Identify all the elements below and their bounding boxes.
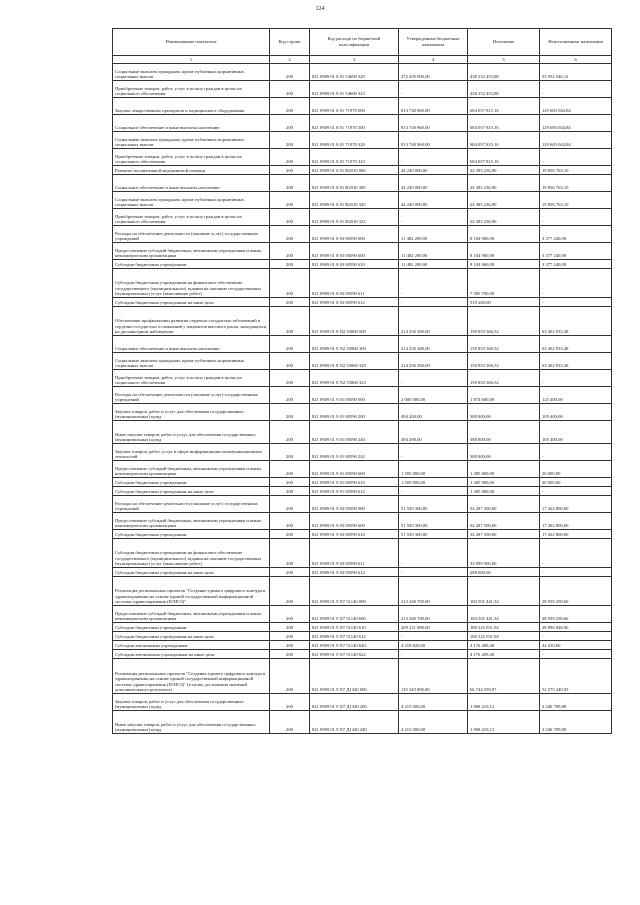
line-code-cell: 200: [270, 694, 310, 711]
budget-code-cell: 821 0909 01 8 03 00590 000: [310, 226, 399, 243]
indicator-name-cell: Иные закупки товаров, работ и услуг для обеспечения государственных (муниципальных) нужд: [113, 711, 270, 734]
column-number: 4: [399, 56, 468, 64]
executed-amount-cell: 8 104 960,00: [468, 243, 540, 260]
unexecuted-amount-cell: 42 410,60: [540, 641, 612, 650]
budget-code-cell: 821 0909 01 9 01 00590 612: [310, 487, 399, 496]
indicator-name-cell: Предоставление субсидий бюджетным, автономным учреждениям и иным некоммерческим организациям: [113, 606, 270, 623]
header-line-code: Код строки: [270, 29, 310, 56]
line-code-cell: 200: [270, 307, 310, 336]
approved-amount-cell: 4 215 000,00: [399, 711, 468, 734]
executed-amount-cell: 24 383 236,90: [468, 166, 540, 175]
approved-amount-cell: 214 256 300,00: [399, 307, 468, 336]
approved-amount-cell: -: [399, 539, 468, 568]
budget-code-cell: 821 0909 01 9 N7 Д1340 000: [310, 659, 399, 694]
line-code-cell: 200: [270, 370, 310, 387]
indicator-name-cell: Субсидии бюджетным учреждениям: [113, 623, 270, 632]
table-row: [113, 166, 612, 175]
column-number-row: [113, 56, 612, 64]
approved-amount-cell: 51 550 300,00: [399, 513, 468, 530]
budget-code-cell: 821 0909 01 9 01 00590 240: [310, 421, 399, 444]
indicator-name-cell: Реализация региональных проектов "Создание единого цифрового контура в здравоохранении на основе единой государственной информационной системы здравоохранения (ЕГИСЗ)": [113, 577, 270, 606]
indicator-name-cell: Субсидии бюджетным учреждениям на иные цели: [113, 298, 270, 307]
executed-amount-cell: 24 383 236,90: [468, 192, 540, 209]
executed-amount-cell: 34 287 500,00: [468, 513, 540, 530]
unexecuted-amount-cell: 129 683 044,84: [540, 115, 612, 132]
executed-amount-cell: 24 383 236,90: [468, 209, 540, 226]
budget-code-cell: 821 0909 01 8 N2 55860 000: [310, 307, 399, 336]
unexecuted-amount-cell: -: [540, 568, 612, 577]
table-row: [113, 632, 612, 641]
unexecuted-amount-cell: 17 262 800,00: [540, 513, 612, 530]
indicator-name-cell: Расходы на обеспечение деятельности (оказание услуг) государственных учреждений: [113, 226, 270, 243]
table-row: [113, 496, 612, 513]
unexecuted-amount-cell: 63 402 933,48: [540, 353, 612, 370]
line-code-cell: 200: [270, 461, 310, 478]
budget-code-cell: 821 0909 01 8 01 54600 320: [310, 64, 399, 81]
unexecuted-amount-cell: 20 000,00: [540, 478, 612, 487]
budget-code-cell: 821 0909 01 9 01 00590 000: [310, 387, 399, 404]
unexecuted-amount-cell: 63 402 933,48: [540, 307, 612, 336]
unexecuted-amount-cell: 19 856 763,10: [540, 192, 612, 209]
line-code-cell: 200: [270, 81, 310, 98]
approved-amount-cell: 813 740 860,00: [399, 115, 468, 132]
executed-amount-cell: 684 057 815,16: [468, 149, 540, 166]
unexecuted-amount-cell: -: [540, 539, 612, 568]
table-row: [113, 336, 612, 353]
budget-code-cell: 821 0909 01 9 N7 51140 610: [310, 623, 399, 632]
line-code-cell: 200: [270, 209, 310, 226]
approved-amount-cell: 214 256 300,00: [399, 336, 468, 353]
approved-amount-cell: -: [399, 444, 468, 461]
table-row: [113, 530, 612, 539]
indicator-name-cell: Предоставление субсидий бюджетным, автономным учреждениям и иным некоммерческим организациям: [113, 461, 270, 478]
unexecuted-amount-cell: 2 246 789,88: [540, 694, 612, 711]
unexecuted-amount-cell: -: [540, 632, 612, 641]
unexecuted-amount-cell: 105 400,00: [540, 421, 612, 444]
approved-amount-cell: 51 550 300,00: [399, 530, 468, 539]
line-code-cell: 200: [270, 606, 310, 623]
approved-amount-cell: 494 200,00: [399, 421, 468, 444]
budget-code-cell: 821 0909 01 8 01 71970 300: [310, 115, 399, 132]
unexecuted-amount-cell: -: [540, 81, 612, 98]
indicator-name-cell: Субсидии бюджетным учреждениям на иные цели: [113, 487, 270, 496]
unexecuted-amount-cell: 3 377 240,00: [540, 260, 612, 269]
executed-amount-cell: 1 968 210,12: [468, 711, 540, 734]
executed-amount-cell: 388 800,00: [468, 444, 540, 461]
indicator-name-cell: Реализация региональных проектов "Создание единого цифрового контура в здравоохранении на основе единой государственной информационной системы здравоохранения (ЕГИСЗ)" (в целях достижения значений дополнительного результата): [113, 659, 270, 694]
indicator-name-cell: Предоставление субсидий бюджетным, автономным учреждениям и иным некоммерческим организациям: [113, 243, 270, 260]
indicator-name-cell: Социальное обеспечение и иные выплаты населению: [113, 336, 270, 353]
indicator-name-cell: Субсидии бюджетным учреждениям: [113, 478, 270, 487]
unexecuted-amount-cell: -: [540, 444, 612, 461]
budget-code-cell: 821 0909 01 8 N2 55860 300: [310, 336, 399, 353]
approved-amount-cell: 11 482 200,00: [399, 226, 468, 243]
indicator-name-cell: Расходы на обеспечение деятельности (оказание услуг) государственных учреждений: [113, 387, 270, 404]
approved-amount-cell: 51 550 300,00: [399, 496, 468, 513]
line-code-cell: 200: [270, 192, 310, 209]
approved-amount-cell: 213 440 700,00: [399, 606, 468, 623]
header-executed: Исполнено: [468, 29, 540, 56]
line-code-cell: 200: [270, 650, 310, 659]
line-code-cell: 200: [270, 478, 310, 487]
budget-code-cell: 821 0909 01 9 01 00590 600: [310, 461, 399, 478]
table-row: [113, 623, 612, 632]
budget-code-cell: 821 0909 01 9 N7 51140 612: [310, 632, 399, 641]
indicator-name-cell: Приобретение товаров, работ, услуг в пользу граждан в целях их социального обеспечения: [113, 81, 270, 98]
approved-amount-cell: 472 205 000,00: [399, 64, 468, 81]
table-row: [113, 404, 612, 421]
indicator-name-cell: Социальное обеспечение и иные выплаты населению: [113, 115, 270, 132]
approved-amount-cell: -: [399, 632, 468, 641]
table-row: [113, 487, 612, 496]
budget-code-cell: 821 0909 01 8 01 R2010 000: [310, 166, 399, 175]
indicator-name-cell: Закупка товаров, работ, услуг в сфере информационно-коммуникационных технологий: [113, 444, 270, 461]
column-number: 2: [270, 56, 310, 64]
indicator-name-cell: Субсидии автономным учреждениям на иные цели: [113, 650, 270, 659]
executed-amount-cell: 184 501 441,34: [468, 577, 540, 606]
header-unexecuted: Неисполненные назначения: [540, 29, 612, 56]
table-row: [113, 694, 612, 711]
line-code-cell: 200: [270, 444, 310, 461]
line-code-cell: 200: [270, 387, 310, 404]
unexecuted-amount-cell: 105 400,00: [540, 404, 612, 421]
unexecuted-amount-cell: 52 575 440,03: [540, 659, 612, 694]
executed-amount-cell: 7 585 700,00: [468, 269, 540, 298]
line-code-cell: 200: [270, 568, 310, 577]
approved-amount-cell: 1 505 800,00: [399, 478, 468, 487]
executed-amount-cell: 150 853 366,52: [468, 307, 540, 336]
executed-amount-cell: 4 176 409,40: [468, 641, 540, 650]
budget-code-cell: 821 0909 01 8 N2 55860 320: [310, 353, 399, 370]
budget-code-cell: 821 0909 01 9 N7 Д1340 200: [310, 694, 399, 711]
executed-amount-cell: 1 485 800,00: [468, 478, 540, 487]
budget-code-cell: 821 0909 01 8 01 R2010 323: [310, 209, 399, 226]
table-row: [113, 421, 612, 444]
table-row: [113, 115, 612, 132]
executed-amount-cell: 1 485 800,00: [468, 461, 540, 478]
line-code-cell: 200: [270, 641, 310, 650]
indicator-name-cell: Иные закупки товаров, работ и услуг для обеспечения государственных (муниципальных) нужд: [113, 421, 270, 444]
indicator-name-cell: Обеспечение профилактики развития сердечно-сосудистых заболеваний и сердечно-сосудистых осложнений у пациентов высокого риска, находящихся на диспансерном наблюдении: [113, 307, 270, 336]
unexecuted-amount-cell: 3 377 240,00: [540, 243, 612, 260]
column-number: 3: [310, 56, 399, 64]
executed-amount-cell: 184 501 441,34: [468, 606, 540, 623]
executed-amount-cell: 34 287 500,00: [468, 496, 540, 513]
table-row: [113, 606, 612, 623]
approved-amount-cell: -: [399, 370, 468, 387]
unexecuted-amount-cell: 20 000,00: [540, 461, 612, 478]
indicator-name-cell: Субсидии бюджетным учреждениям на финансовое обеспечение государственного (муниципального) задания на оказание государственных (муниципальных) услуг (выполнение работ): [113, 539, 270, 568]
unexecuted-amount-cell: 2 246 789,88: [540, 711, 612, 734]
indicator-name-cell: Закупка лекарственных препаратов и медицинского оборудования: [113, 98, 270, 115]
executed-amount-cell: 684 057 815,16: [468, 98, 540, 115]
table-row: [113, 260, 612, 269]
approved-amount-cell: -: [399, 487, 468, 496]
approved-amount-cell: 209 221 880,00: [399, 623, 468, 632]
unexecuted-amount-cell: -: [540, 269, 612, 298]
budget-code-cell: 821 0909 01 9 03 00590 610: [310, 530, 399, 539]
budget-code-cell: 821 0909 01 9 01 00590 242: [310, 444, 399, 461]
line-code-cell: 200: [270, 623, 310, 632]
line-code-cell: 200: [270, 269, 310, 298]
table-row: [113, 650, 612, 659]
table-row: [113, 568, 612, 577]
approved-amount-cell: -: [399, 269, 468, 298]
approved-amount-cell: 44 240 000,00: [399, 166, 468, 175]
table-row: [113, 539, 612, 568]
executed-amount-cell: 66 744 559,97: [468, 659, 540, 694]
table-row: [113, 307, 612, 336]
line-code-cell: 200: [270, 711, 310, 734]
approved-amount-cell: 494 200,00: [399, 404, 468, 421]
executed-amount-cell: 438 252 453,88: [468, 81, 540, 98]
indicator-name-cell: Социальные выплаты гражданам, кроме публичных нормативных социальных выплат: [113, 132, 270, 149]
line-code-cell: 200: [270, 632, 310, 641]
unexecuted-amount-cell: 125 400,00: [540, 387, 612, 404]
table-row: [113, 370, 612, 387]
line-code-cell: 200: [270, 513, 310, 530]
approved-amount-cell: 813 740 860,00: [399, 98, 468, 115]
table-row: [113, 353, 612, 370]
unexecuted-amount-cell: -: [540, 209, 612, 226]
budget-code-cell: 821 0909 01 8 03 00590 612: [310, 298, 399, 307]
executed-amount-cell: 684 057 815,16: [468, 115, 540, 132]
table-row: [113, 226, 612, 243]
line-code-cell: 200: [270, 226, 310, 243]
budget-code-cell: 821 0909 01 9 03 00590 612: [310, 568, 399, 577]
table-row: [113, 243, 612, 260]
executed-amount-cell: 8 104 960,00: [468, 226, 540, 243]
indicator-name-cell: Субсидии бюджетным учреждениям: [113, 530, 270, 539]
line-code-cell: 200: [270, 496, 310, 513]
approved-amount-cell: 11 482 200,00: [399, 260, 468, 269]
line-code-cell: 200: [270, 175, 310, 192]
indicator-name-cell: Социальные выплаты гражданам, кроме публичных нормативных социальных выплат: [113, 192, 270, 209]
line-code-cell: 200: [270, 421, 310, 444]
unexecuted-amount-cell: 17 262 800,00: [540, 496, 612, 513]
executed-amount-cell: 4 176 409,40: [468, 650, 540, 659]
budget-code-cell: 821 0909 01 8 01 54600 323: [310, 81, 399, 98]
budget-code-cell: 821 0909 01 9 N7 51140 622: [310, 650, 399, 659]
column-number: 5: [468, 56, 540, 64]
budget-code-cell: 821 0909 01 8 03 00590 600: [310, 243, 399, 260]
unexecuted-amount-cell: 28 939 258,66: [540, 577, 612, 606]
line-code-cell: 200: [270, 487, 310, 496]
indicator-name-cell: Социальные выплаты гражданам, кроме публичных нормативных социальных выплат: [113, 64, 270, 81]
table-row: [113, 149, 612, 166]
executed-amount-cell: 33 999 500,00: [468, 539, 540, 568]
line-code-cell: 200: [270, 530, 310, 539]
executed-amount-cell: 288 000,00: [468, 568, 540, 577]
unexecuted-amount-cell: 28 896 848,06: [540, 623, 612, 632]
executed-amount-cell: 150 853 366,52: [468, 353, 540, 370]
unexecuted-amount-cell: 19 856 763,10: [540, 175, 612, 192]
table-row: [113, 175, 612, 192]
unexecuted-amount-cell: 33 952 546,12: [540, 64, 612, 81]
indicator-name-cell: Расходы на обеспечение деятельности (оказание услуг) государственных учреждений: [113, 496, 270, 513]
budget-code-cell: 821 0909 01 8 03 00590 611: [310, 269, 399, 298]
indicator-name-cell: Предоставление субсидий бюджетным, автономным учреждениям и иным некоммерческим организациям: [113, 513, 270, 530]
line-code-cell: 200: [270, 166, 310, 175]
indicator-name-cell: Закупка товаров, работ и услуг для обеспечения государственных (муниципальных) нужд: [113, 694, 270, 711]
executed-amount-cell: 180 325 031,94: [468, 623, 540, 632]
executed-amount-cell: 1 485 800,00: [468, 487, 540, 496]
approved-amount-cell: 1 505 800,00: [399, 461, 468, 478]
budget-code-cell: 821 0909 01 8 01 R2010 300: [310, 175, 399, 192]
approved-amount-cell: 11 482 200,00: [399, 243, 468, 260]
column-number: 1: [113, 56, 270, 64]
table-row: [113, 64, 612, 81]
approved-amount-cell: 44 240 000,00: [399, 192, 468, 209]
executed-amount-cell: 388 800,00: [468, 404, 540, 421]
header-indicator-name: Наименование показателя: [113, 29, 270, 56]
budget-code-cell: 821 0909 01 9 03 00590 611: [310, 539, 399, 568]
table-row: [113, 513, 612, 530]
indicator-name-cell: Приобретение товаров, работ, услуг в пользу граждан в целях их социального обеспечения: [113, 370, 270, 387]
budget-code-cell: 821 0909 01 9 N7 51140 000: [310, 577, 399, 606]
executed-amount-cell: 519 260,00: [468, 298, 540, 307]
executed-amount-cell: 150 853 366,52: [468, 336, 540, 353]
approved-amount-cell: 44 240 000,00: [399, 175, 468, 192]
table-row: [113, 132, 612, 149]
line-code-cell: 200: [270, 404, 310, 421]
line-code-cell: 200: [270, 98, 310, 115]
table-row: [113, 81, 612, 98]
indicator-name-cell: Социальное обеспечение и иные выплаты населению: [113, 175, 270, 192]
table-row: [113, 387, 612, 404]
indicator-name-cell: Субсидии бюджетным учреждениям на иные цели: [113, 632, 270, 641]
budget-code-cell: 821 0909 01 8 01 71970 320: [310, 132, 399, 149]
approved-amount-cell: 214 256 300,00: [399, 353, 468, 370]
approved-amount-cell: 4 215 000,00: [399, 694, 468, 711]
budget-code-cell: 821 0909 01 8 01 R2010 320: [310, 192, 399, 209]
budget-code-cell: 821 0909 01 8 01 71970 000: [310, 98, 399, 115]
indicator-name-cell: Субсидии бюджетным учреждениям на иные цели: [113, 568, 270, 577]
line-code-cell: 200: [270, 64, 310, 81]
line-code-cell: 200: [270, 336, 310, 353]
table-row: [113, 711, 612, 734]
table-row: [113, 269, 612, 298]
indicator-name-cell: Субсидии автономным учреждениям: [113, 641, 270, 650]
table-row: [113, 641, 612, 650]
budget-execution-table: [112, 28, 612, 734]
executed-amount-cell: 438 252 453,88: [468, 64, 540, 81]
indicator-name-cell: Приобретение товаров, работ, услуг в пользу граждан в целях их социального обеспечения: [113, 149, 270, 166]
executed-amount-cell: 150 853 366,52: [468, 370, 540, 387]
line-code-cell: 200: [270, 115, 310, 132]
unexecuted-amount-cell: -: [540, 650, 612, 659]
line-code-cell: 200: [270, 353, 310, 370]
unexecuted-amount-cell: -: [540, 487, 612, 496]
executed-amount-cell: 684 057 815,16: [468, 132, 540, 149]
line-code-cell: 200: [270, 298, 310, 307]
table-row: [113, 298, 612, 307]
header-row: [113, 29, 612, 56]
line-code-cell: 200: [270, 659, 310, 694]
line-code-cell: 200: [270, 260, 310, 269]
header-approved: Утвержденные бюджетные назначения: [399, 29, 468, 56]
budget-code-cell: 821 0909 01 8 01 71970 323: [310, 149, 399, 166]
approved-amount-cell: 813 740 860,00: [399, 132, 468, 149]
unexecuted-amount-cell: 17 262 800,00: [540, 530, 612, 539]
executed-amount-cell: 24 383 236,90: [468, 175, 540, 192]
approved-amount-cell: -: [399, 650, 468, 659]
approved-amount-cell: -: [399, 81, 468, 98]
executed-amount-cell: 34 287 500,00: [468, 530, 540, 539]
unexecuted-amount-cell: 129 683 044,84: [540, 98, 612, 115]
budget-code-cell: 821 0909 01 9 03 00590 600: [310, 513, 399, 530]
executed-amount-cell: 1 874 600,00: [468, 387, 540, 404]
page-number: 124: [315, 6, 325, 12]
table-row: [113, 659, 612, 694]
executed-amount-cell: 1 968 210,12: [468, 694, 540, 711]
budget-code-cell: 821 0909 01 8 N2 55860 323: [310, 370, 399, 387]
header-budget-code: Код расхода по бюджетной классификации: [310, 29, 399, 56]
approved-amount-cell: -: [399, 149, 468, 166]
unexecuted-amount-cell: -: [540, 149, 612, 166]
approved-amount-cell: 2 000 000,00: [399, 387, 468, 404]
indicator-name-cell: Закупка товаров, работ и услуг для обеспечения государственных (муниципальных) нужд: [113, 404, 270, 421]
unexecuted-amount-cell: 129 683 044,84: [540, 132, 612, 149]
approved-amount-cell: -: [399, 298, 468, 307]
indicator-name-cell: Развитие паллиативной медицинской помощи: [113, 166, 270, 175]
budget-code-cell: 821 0909 01 9 N7 51140 600: [310, 606, 399, 623]
line-code-cell: 200: [270, 577, 310, 606]
table-row: [113, 577, 612, 606]
executed-amount-cell: 388 800,00: [468, 421, 540, 444]
line-code-cell: 200: [270, 132, 310, 149]
approved-amount-cell: 213 440 700,00: [399, 577, 468, 606]
indicator-name-cell: Приобретение товаров, работ, услуг в пользу граждан в целях их социального обеспечения: [113, 209, 270, 226]
approved-amount-cell: -: [399, 209, 468, 226]
unexecuted-amount-cell: -: [540, 370, 612, 387]
indicator-name-cell: Субсидии бюджетным учреждениям: [113, 260, 270, 269]
unexecuted-amount-cell: 63 402 933,48: [540, 336, 612, 353]
unexecuted-amount-cell: 28 939 258,66: [540, 606, 612, 623]
table-row: [113, 461, 612, 478]
table-row: [113, 444, 612, 461]
unexecuted-amount-cell: 19 856 763,10: [540, 166, 612, 175]
approved-amount-cell: 119 320 000,00: [399, 659, 468, 694]
column-number: 6: [540, 56, 612, 64]
approved-amount-cell: -: [399, 568, 468, 577]
unexecuted-amount-cell: 3 377 240,00: [540, 226, 612, 243]
table-row: [113, 209, 612, 226]
unexecuted-amount-cell: -: [540, 298, 612, 307]
line-code-cell: 200: [270, 539, 310, 568]
line-code-cell: 200: [270, 149, 310, 166]
budget-code-cell: 821 0909 01 9 03 00590 000: [310, 496, 399, 513]
budget-code-cell: 821 0909 01 9 N7 51140 620: [310, 641, 399, 650]
table-row: [113, 192, 612, 209]
budget-code-cell: 821 0909 01 9 01 00590 200: [310, 404, 399, 421]
budget-code-cell: 821 0909 01 8 03 00590 610: [310, 260, 399, 269]
executed-amount-cell: 8 104 960,00: [468, 260, 540, 269]
table-row: [113, 478, 612, 487]
approved-amount-cell: 4 218 820,00: [399, 641, 468, 650]
line-code-cell: 200: [270, 243, 310, 260]
executed-amount-cell: 180 325 031,94: [468, 632, 540, 641]
indicator-name-cell: Субсидии бюджетным учреждениям на финансовое обеспечение государственного (муниципального) задания на оказание государственных (муниципальных) услуг (выполнение работ): [113, 269, 270, 298]
budget-code-cell: 821 0909 01 9 N7 Д1340 240: [310, 711, 399, 734]
indicator-name-cell: Социальные выплаты гражданам, кроме публичных нормативных социальных выплат: [113, 353, 270, 370]
table-row: [113, 98, 612, 115]
budget-code-cell: 821 0909 01 9 01 00590 610: [310, 478, 399, 487]
